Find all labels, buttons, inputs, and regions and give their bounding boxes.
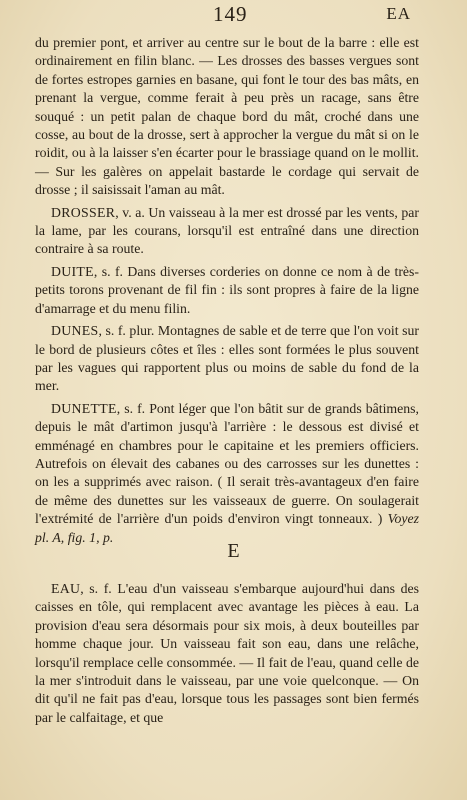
entry-reference: Voyez pl. A, fig. 1, p. [35,511,419,545]
page-number: 149 [213,2,248,26]
entry-term: DUNES [51,323,99,339]
entry-dunes [35,322,419,396]
entry-term: EAU [51,581,81,596]
entry-text: Dans diverses corderies on donne ce nom à de très-petits torons provenant de fil fin : ils sont propres à faire de la ligne d'amarrage et du menu filin. [35,263,419,316]
entry-text: Montagnes de sable et de terre que l'on voit sur le bord de plusieurs côtes et îles : elles sont formées le plus souvent par les vagues qui rapportent plus ou moins de sable du fond de la mer. [35,323,419,394]
entry-term: DROSSER [51,204,116,220]
page-header [0,2,467,30]
entry-term: DUNETTE [51,400,117,416]
running-head: EA [386,4,411,23]
column-e-entries [35,580,419,731]
column-d-entries [35,34,419,551]
entry-grammar: , s. f. [80,581,112,596]
entry-grammar: , v. a. [115,204,145,220]
entry-dunette [35,400,419,547]
entry-text: L'eau d'un vaisseau s'embarque aujourd'hui dans des caisses en tôle, qui remplacent avec avantage les pièces à eau. La provision d'eau sera désormais pour six mois, à deux bouteilles par homme chaque jour. Un vaisseau fait son eau, dans une relâche, lorsqu'il remplace celle consommée. — Il fait de l'eau, quand celle de la mer s'introduit dans le vaisseau, par une voie quelconque. — On dit qu'il ne fait pas d'eau, lorsque tous les passages sont bien fermés par le calfaitage, et que [35,581,419,725]
section-letter: E [227,540,240,562]
continuation-paragraph: du premier pont, et arriver au centre sur le bout de la barre : elle est ordinairement en filin blanc. — Les drosses des basses vergues sont de fortes estropes garnies en basane, qui font le tour des bas mâts, en prenant la vergue, comme ferait à peu près un racage, sans être souqué : un petit palan de chaque bord du mât, croché dans une cosse, au bout de la drosse, sert à approcher la vergue du mât si on le roidit, ou à la laisser s'en écarter pour le brassiage quand on le mollit. — Sur les galères on appelait bastarde le cordage qui servait de drosse ; il saisissait l'aman au mât. [35,35,419,198]
entry-grammar: , s. f. [93,263,123,279]
entry-term: DUITE [51,263,94,279]
entry-drosser [35,204,419,259]
entry-text: Pont léger que l'on bâtit sur de grands bâtimens, depuis le mât d'artimon jusqu'à l'arrière : le dessous est divisé et emménagé en chambres pour le capitaine et les premiers officiers. Autrefois on élevait des cabanes ou des carrosses sur les dunettes : on les a supprimés avec raison. ( Il serait très-avantageux d'en faire de même des dunettes sur les vaisseaux de guerre. On soulagerait l'extrémité de l'arrière d'un poids d'environ vingt tonneaux. ) [35,400,420,527]
entry-grammar: , s. f. plur. [98,323,155,339]
entry-grammar: , s. f. [116,400,146,416]
entry-eau [35,580,419,727]
entry-duite [35,263,419,318]
entry-text: Un vaisseau à la mer est drossé par les vents, par la lame, par les courans, lorsqu'il est entraîné dans une direction contraire à sa route. [35,204,419,257]
